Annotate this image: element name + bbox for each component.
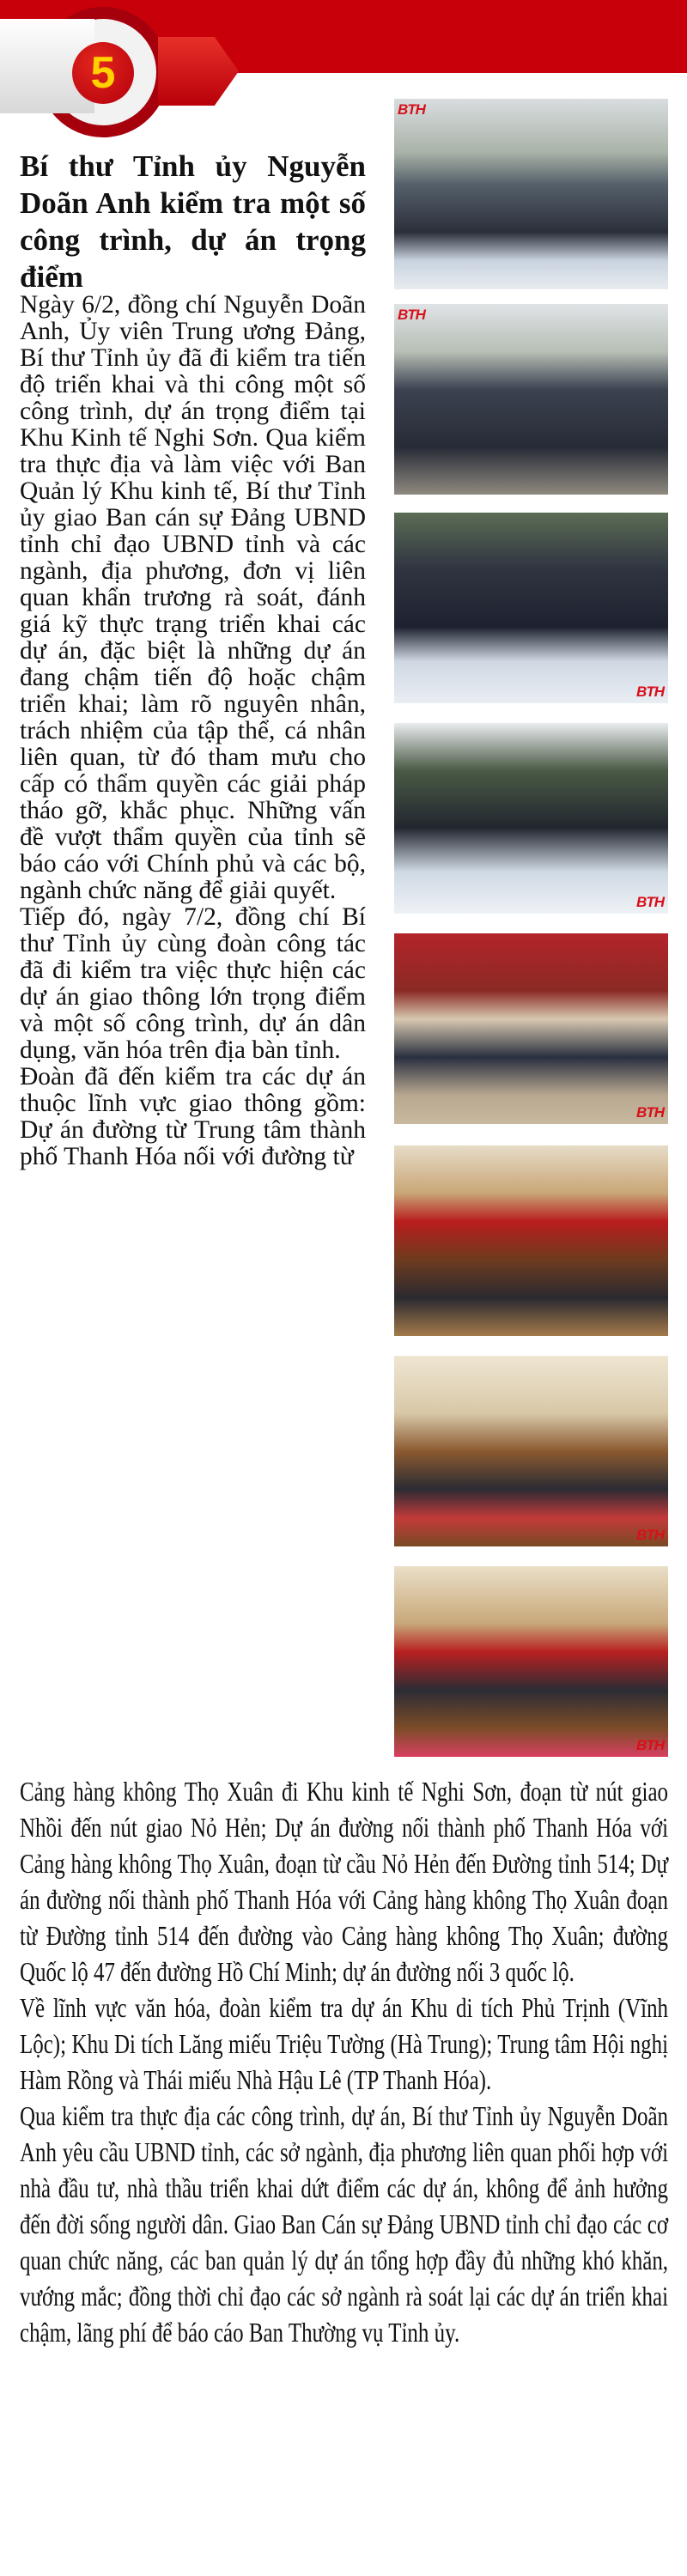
paragraph: Tiếp đó, ngày 7/2, đồng chí Bí thư Tỉnh ủy cùng đoàn công tác đã đi kiểm tra việc thực hiện các dự án giao thông lớn trọng điểm và một số công trình, dự án dân dụng, văn hóa trên địa bàn tỉnh.: [20, 903, 366, 1064]
paragraph: Ngày 6/2, đồng chí Nguyễn Doãn Anh, Ủy viên Trung ương Đảng, Bí thư Tỉnh ủy đã đi kiểm tra tiến độ triển khai và thi công một số công trình, dự án trọng điểm tại Khu Kinh tế Nghi Sơn. Qua kiểm tra thực địa và làm việc với Ban Quản lý Khu kinh tế, Bí thư Tỉnh ủy giao Ban cán sự Đảng UBND tỉnh chỉ đạo UBND tỉnh và các ngành, địa phương, đơn vị liên quan khẩn trương rà soát, đánh giá kỹ thực trạng triển khai các dự án, đặc biệt là những dự án đang chậm tiến độ hoặc chậm triển khai; làm rõ nguyên nhân, trách nhiệm của tập thể, cá nhân liên quan, từ đó tham mưu cho cấp có thẩm quyền các giải pháp tháo gỡ, khắc phục. Những vấn đề vượt thẩm quyền của tỉnh sẽ báo cáo với Chính phủ và các bộ, ngành chức năng để giải quyết.: [20, 291, 366, 904]
bth-logo: BTH: [398, 307, 425, 323]
paragraph: Về lĩnh vực văn hóa, đoàn kiểm tra dự án Khu di tích Phủ Trịnh (Vĩnh Lộc); Khu Di tích Lăng miếu Triệu Tường (Hà Trung); Trung tâm Hội nghị Hàm Rồng và Thái miếu Nhà Hậu Lê (TP Thanh Hóa).: [20, 1992, 669, 2095]
article-title: Bí thư Tỉnh ủy Nguyễn Doãn Anh kiểm tra một số công trình, dự án trọng điểm: [20, 149, 366, 294]
paragraph: Cảng hàng không Thọ Xuân đi Khu kinh tế Nghi Sơn, đoạn từ nút giao Nhồi đến nút giao Nỏ Hẻn; Dự án đường nối thành phố Thanh Hóa với Cảng hàng không Thọ Xuân, đoạn từ cầu Nỏ Hẻn đến Đường tỉnh 514; Dự án đường nối thành phố Thanh Hóa với Cảng hàng không Thọ Xuân đoạn từ Đường tỉnh 514 đến đường vào Cảng hàng không Thọ Xuân; đường Quốc lộ 47 đến đường Hồ Chí Minh; dự án đường nối 3 quốc lộ.: [20, 1776, 669, 1987]
photo-officials-outdoor: [394, 304, 668, 495]
photo-site-inspection-map: [394, 99, 668, 289]
bth-logo: BTH: [398, 101, 425, 118]
photo-officials-hardhats-map: [394, 513, 668, 703]
section-number-badge: [72, 42, 134, 104]
photo-meeting-room: [394, 1356, 668, 1546]
bth-logo: BTH: [636, 683, 664, 700]
photo-meeting-hall: [394, 1145, 668, 1336]
photo-group-heritage-site: [394, 933, 668, 1124]
photo-officials-plan-table: [394, 723, 668, 914]
bth-logo: BTH: [636, 894, 664, 910]
article-body-narrow: [20, 292, 366, 1170]
photo-meeting-table: [394, 1566, 668, 1757]
paragraph: Đoàn đã đến kiểm tra các dự án thuộc lĩnh vực giao thông gồm: Dự án đường từ Trung tâm thành phố Thanh Hóa nối với đường từ: [20, 1063, 366, 1170]
section-number: 5: [90, 48, 116, 98]
bth-logo: BTH: [636, 1527, 664, 1543]
paragraph: Qua kiểm tra thực địa các công trình, dự án, Bí thư Tỉnh ủy Nguyễn Doãn Anh yêu cầu UBND tỉnh, các sở ngành, địa phương liên quan phối hợp với nhà đầu tư, nhà thầu triển khai dứt điểm các dự án, không để ảnh hưởng đến đời sống người dân. Giao Ban Cán sự Đảng UBND tỉnh chỉ đạo các cơ quan chức năng, các ban quản lý dự án tổng hợp đầy đủ những khó khăn, vướng mắc; đồng thời chỉ đạo các sở ngành rà soát lại các dự án triển khai chậm, lãng phí để báo cáo Ban Thường vụ Tỉnh ủy.: [20, 2100, 669, 2348]
bth-logo: BTH: [636, 1104, 664, 1121]
article-body-wide: [20, 1773, 668, 2350]
bth-logo: BTH: [636, 1737, 664, 1753]
